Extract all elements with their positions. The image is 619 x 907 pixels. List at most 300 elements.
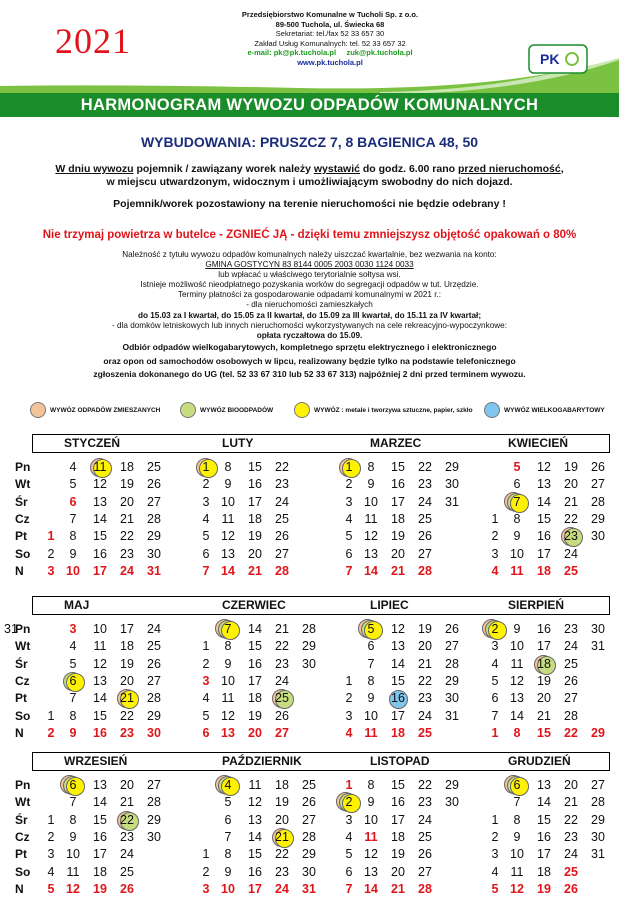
calendar-day: 5 xyxy=(202,708,210,723)
weekday-label: Wt xyxy=(15,639,31,654)
calendar-day: 30 xyxy=(147,546,161,561)
calendar-day: 4 xyxy=(345,725,353,740)
calendar-day: 11 xyxy=(364,511,378,526)
calendar-day: 17 xyxy=(248,494,262,509)
calendar-day: 24 xyxy=(564,847,578,862)
calendar-day: 25 xyxy=(302,778,316,792)
calendar-day: 23 xyxy=(120,725,134,740)
calendar-day: 22 xyxy=(418,778,432,792)
calendar-day: 12 xyxy=(364,529,378,544)
calendar-day: 8 xyxy=(224,847,232,862)
calendar-day: 19 xyxy=(564,460,578,474)
calendar-day: 31 xyxy=(147,563,161,578)
calendar-day: 1 xyxy=(47,708,55,723)
calendar-day: 11 xyxy=(364,829,378,844)
weekday-label: Śr xyxy=(15,656,28,671)
calendar-day: 11 xyxy=(248,778,262,792)
calendar-day: 23 xyxy=(564,829,578,844)
logo-text: PK xyxy=(540,51,560,67)
calendar-day: 16 xyxy=(391,691,405,706)
calendar-day: 22 xyxy=(418,673,432,688)
calendar-day: 22 xyxy=(275,460,289,474)
calendar-day: 10 xyxy=(510,546,524,561)
calendar-day: 13 xyxy=(364,546,378,561)
calendar-day: 24 xyxy=(275,881,289,896)
calendar-day: 1 xyxy=(47,812,55,827)
calendar-day: 18 xyxy=(248,511,262,526)
calendar-day: 1 xyxy=(47,529,55,544)
calendar-day: 9 xyxy=(367,691,375,706)
calendar-day: 3 xyxy=(345,708,353,723)
calendar-day: 4 xyxy=(345,829,353,844)
calendar-day: 9 xyxy=(224,477,232,492)
calendar-day: 29 xyxy=(147,812,161,827)
calendar-day: 20 xyxy=(275,812,289,827)
calendar-day: 1 xyxy=(491,725,499,740)
calendar-day: 13 xyxy=(248,812,262,827)
calendar-day: 14 xyxy=(248,622,262,636)
calendar-day: 14 xyxy=(391,656,405,671)
calendar-day: 3 xyxy=(69,622,77,636)
calendar-day: 27 xyxy=(147,673,161,688)
calendar-day: 20 xyxy=(537,691,551,706)
location-subtitle: WYBUDOWANIA: PRUSZCZ 7, 8 BAGIENICA 48, 50 xyxy=(140,134,479,150)
notice-not-collected: Pojemnik/worek pozostawiony na terenie nieruchomości nie będzie odebrany ! xyxy=(113,198,506,210)
calendar-day: 19 xyxy=(391,529,405,544)
calendar-day: 26 xyxy=(302,795,316,810)
email-link-2[interactable]: zuk@pk.tuchola.pl xyxy=(346,48,413,57)
calendar-day: 26 xyxy=(445,622,459,636)
calendar-day: 1 xyxy=(491,511,499,526)
email-link-1[interactable]: e-mail: pk@pk.tuchola.pl xyxy=(247,48,337,57)
calendar-day: 26 xyxy=(275,529,289,544)
calendar-day: 23 xyxy=(275,656,289,671)
calendar-day: 4 xyxy=(69,460,77,474)
calendar-day: 28 xyxy=(147,511,161,526)
calendar-day: 17 xyxy=(391,494,405,509)
calendar-day: 28 xyxy=(445,656,459,671)
calendar-day: 5 xyxy=(345,847,353,862)
calendar-day: 12 xyxy=(221,529,235,544)
calendar-day: 9 xyxy=(367,477,375,492)
calendar-day: 13 xyxy=(510,691,524,706)
calendar-day: 6 xyxy=(69,673,77,688)
calendar-day: 27 xyxy=(418,864,432,879)
calendar-day: 26 xyxy=(564,673,578,688)
calendar-day: 9 xyxy=(224,656,232,671)
year: 2021 xyxy=(55,21,131,61)
calendar-day: 17 xyxy=(391,708,405,723)
calendar-day: 18 xyxy=(391,725,405,740)
calendar-day: 13 xyxy=(93,778,107,792)
calendar-day: 6 xyxy=(345,546,353,561)
calendar-day: 15 xyxy=(93,812,107,827)
calendar-day: 4 xyxy=(491,656,499,671)
calendar-day: 30 xyxy=(445,477,459,492)
company-logo xyxy=(528,44,588,74)
calendar-day: 2 xyxy=(202,477,210,492)
weekday-label: Wt xyxy=(15,477,31,492)
calendar-day: 21 xyxy=(564,795,578,810)
calendar-day: 4 xyxy=(69,639,77,654)
legend-bio: WYWÓZ BIOODPADÓW xyxy=(180,402,273,418)
calendar-day: 29 xyxy=(147,708,161,723)
month-name: LIPIEC xyxy=(370,598,409,612)
calendar-day: 29 xyxy=(591,511,605,526)
calendar-day: 24 xyxy=(147,622,161,636)
calendar-day: 23 xyxy=(564,529,578,544)
calendar-day: 22 xyxy=(275,847,289,862)
calendar-day: 8 xyxy=(224,460,232,474)
weekday-label: Wt xyxy=(15,795,31,810)
calendar-day: 15 xyxy=(93,529,107,544)
calendar-day: 8 xyxy=(513,511,521,526)
calendar-day: 30 xyxy=(445,691,459,706)
calendar-day: 26 xyxy=(418,847,432,862)
calendar-day: 15 xyxy=(391,460,405,474)
month-name: GRUDZIEŃ xyxy=(508,754,571,768)
calendar-day: 22 xyxy=(120,708,134,723)
calendar-day: 11 xyxy=(510,656,524,671)
calendar-day: 25 xyxy=(275,691,289,706)
calendar-day: 24 xyxy=(418,708,432,723)
weekday-label: Pt xyxy=(15,691,27,706)
legend-recyclables: WYWÓZ : metale i tworzywa sztuczne, papier, szkło xyxy=(294,402,473,418)
calendar-day: 19 xyxy=(537,673,551,688)
calendar-day: 12 xyxy=(391,622,405,636)
calendar-day: 18 xyxy=(537,864,551,879)
calendar-day: 24 xyxy=(120,847,134,862)
calendar-day: 16 xyxy=(537,829,551,844)
month-name: LISTOPAD xyxy=(370,754,430,768)
calendar-day: 4 xyxy=(202,691,210,706)
calendar-day: 6 xyxy=(345,864,353,879)
calendar-day: 6 xyxy=(69,778,77,792)
calendar-day: 11 xyxy=(510,563,524,578)
calendar-day: 14 xyxy=(537,795,551,810)
calendar-day: 30 xyxy=(591,829,605,844)
calendar-day: 2 xyxy=(47,725,55,740)
calendar-day: 10 xyxy=(364,494,378,509)
calendar-day: 3 xyxy=(47,563,55,578)
calendar-day: 29 xyxy=(591,812,605,827)
calendar-day: 3 xyxy=(491,847,499,862)
bulky-waste-info: Odbiór odpadów wielkogabarytowych, kompletnego sprzętu elektrycznego i elektronicznego oraz opon od samochodów osobowych w lipcu, realizowany będzie tylko na podstawie telefonicznego zgłoszenia dokonanego do UG (tel. 52 33 67 310 lub 52 33 67 313) najpóźniej 2 dni przed terminem wywozu. xyxy=(93,342,526,379)
calendar-day: 21 xyxy=(120,691,134,706)
weekday-label: N xyxy=(15,563,24,578)
calendar-day: 22 xyxy=(564,725,578,740)
calendar-day: 9 xyxy=(69,725,77,740)
calendar-day: 10 xyxy=(510,639,524,654)
calendar-day: 8 xyxy=(224,639,232,654)
calendar-day: 12 xyxy=(248,795,262,810)
calendar-day: 25 xyxy=(147,639,161,654)
calendar-day: 7 xyxy=(513,795,521,810)
calendar-day: 12 xyxy=(364,847,378,862)
calendar-day: 2 xyxy=(491,529,499,544)
calendar-day: 2 xyxy=(345,691,353,706)
calendar-day: 18 xyxy=(93,864,107,879)
calendar-day: 26 xyxy=(120,881,134,896)
calendar-day: 8 xyxy=(69,812,77,827)
calendar-day: 9 xyxy=(69,829,77,844)
calendar-day: 28 xyxy=(418,563,432,578)
calendar-day: 24 xyxy=(275,673,289,688)
calendar-day: 1 xyxy=(202,847,210,862)
calendar-day: 14 xyxy=(364,563,378,578)
calendar-day: 7 xyxy=(69,511,77,526)
calendar-day: 11 xyxy=(93,460,107,474)
calendar-day: 6 xyxy=(202,725,210,740)
month-name: CZERWIEC xyxy=(222,598,286,612)
calendar-day: 22 xyxy=(418,460,432,474)
calendar-day: 27 xyxy=(564,691,578,706)
calendar-day: 23 xyxy=(120,829,134,844)
calendar-day: 6 xyxy=(202,546,210,561)
calendar-day: 10 xyxy=(364,708,378,723)
header-swoosh xyxy=(0,0,619,96)
calendar-day: 24 xyxy=(564,546,578,561)
bulky-waste-icon xyxy=(484,402,500,418)
calendar-day: 17 xyxy=(537,639,551,654)
calendar-day: 2 xyxy=(491,622,499,636)
calendar-day: 25 xyxy=(120,864,134,879)
calendar-day: 27 xyxy=(302,812,316,827)
calendar-day: 16 xyxy=(248,477,262,492)
calendar-day: 31 xyxy=(591,639,605,654)
calendar-day: 3 xyxy=(202,881,210,896)
calendar-day: 11 xyxy=(510,864,524,879)
calendar-day: 5 xyxy=(513,460,521,474)
calendar-day: 12 xyxy=(510,673,524,688)
calendar-day: 17 xyxy=(248,881,262,896)
calendar-day: 6 xyxy=(367,639,375,654)
calendar-day: 20 xyxy=(418,639,432,654)
calendar-day: 20 xyxy=(391,546,405,561)
calendar-day: 20 xyxy=(564,477,578,492)
calendar-day: 4 xyxy=(224,778,232,792)
calendar-day: 7 xyxy=(367,656,375,671)
calendar-day: 16 xyxy=(391,795,405,810)
calendar-day: 25 xyxy=(147,460,161,474)
calendar-day: 24 xyxy=(120,563,134,578)
calendar-day: 7 xyxy=(224,622,232,636)
calendar-day: 15 xyxy=(391,778,405,792)
calendar-day: 6 xyxy=(491,691,499,706)
calendar-day: 28 xyxy=(591,795,605,810)
calendar-day: 10 xyxy=(364,812,378,827)
website-link[interactable]: www.pk.tuchola.pl xyxy=(297,57,363,67)
calendar-day: 1 xyxy=(345,778,353,792)
calendar-day: 1 xyxy=(202,460,210,474)
weekday-label: Śr xyxy=(15,494,28,509)
weekday-label: Pn xyxy=(15,460,31,474)
calendar-day: 16 xyxy=(248,864,262,879)
weekday-label: Cz xyxy=(15,511,30,526)
bio-waste-icon xyxy=(180,402,196,418)
calendar-day: 20 xyxy=(120,778,134,792)
calendar-day: 28 xyxy=(302,622,316,636)
calendar-day: 30 xyxy=(147,829,161,844)
calendar-day: 19 xyxy=(418,622,432,636)
calendar-day: 24 xyxy=(564,639,578,654)
calendar-day: 15 xyxy=(537,812,551,827)
calendar-day: 12 xyxy=(93,477,107,492)
calendar-day: 15 xyxy=(248,639,262,654)
calendar-day: 2 xyxy=(202,864,210,879)
calendar-day: 23 xyxy=(418,691,432,706)
calendar-day: 29 xyxy=(302,847,316,862)
calendar-day: 2 xyxy=(345,795,353,810)
calendar-day: 19 xyxy=(248,708,262,723)
calendar-day: 18 xyxy=(120,639,134,654)
calendar-day: 27 xyxy=(591,778,605,792)
calendar-day: 24 xyxy=(275,494,289,509)
calendar-day: 16 xyxy=(391,477,405,492)
calendar-day: 21 xyxy=(248,563,262,578)
mixed-waste-icon xyxy=(30,402,46,418)
calendar-day: 19 xyxy=(93,881,107,896)
calendar-day: 28 xyxy=(147,691,161,706)
calendar-day: 9 xyxy=(513,529,521,544)
calendar-day: 16 xyxy=(93,829,107,844)
calendar-day: 9 xyxy=(513,829,521,844)
company-phone-1: Sekretariat: tel./fax 52 33 657 30 xyxy=(275,29,385,38)
weekday-label: Pt xyxy=(15,529,27,544)
payment-info: Należność z tytułu wywozu odpadów komunalnych należy uiszczać kwartalnie, bez wezwania na konto: GMINA GOSTYCYN 83 8144 0005 2003 0030 1124 0033 lub wpłacać u właściwego terytorialnie sołtysa wsi. Istnieje możliwość nieodpłatnego pozyskania worków do segregacji odpadów w tut. Urzędzie. Terminy płatności za gospodarowanie odpadami komunalnymi w 2021 r.: - dla nieruchomości zamieszkałych do 15.03 za I kwartał, do 15.05 za II kwartał, do 15.09 za III kwartał, do 15.11 za IV kwartał; - dla domków letniskowych lub innych nieruchomości wykorzystywanych na cele rekreacyjno-wypoczynkowe: opłata ryczałtowa do 15.09. xyxy=(112,250,507,340)
calendar-day: 7 xyxy=(491,708,499,723)
calendar-day: 3 xyxy=(202,673,210,688)
header xyxy=(0,0,619,114)
calendar-day: 3 xyxy=(345,494,353,509)
calendar-day: 5 xyxy=(345,529,353,544)
calendar-day: 31 xyxy=(302,881,316,896)
weekday-label: Pn xyxy=(15,778,31,792)
calendar-day: 28 xyxy=(302,829,316,844)
calendar-day: 6 xyxy=(224,812,232,827)
month-name: MAJ xyxy=(64,598,90,612)
month-name: SIERPIEŃ xyxy=(508,598,565,612)
calendar-day: 4 xyxy=(491,563,499,578)
calendar-day: 13 xyxy=(221,546,235,561)
weekday-label: So xyxy=(15,708,31,723)
calendar-day: 4 xyxy=(47,864,55,879)
calendar-day: 3 xyxy=(202,494,210,509)
calendar-day: 21 xyxy=(537,708,551,723)
calendar-day: 19 xyxy=(275,795,289,810)
calendar-day: 30 xyxy=(302,656,316,671)
calendar-day: 29 xyxy=(147,529,161,544)
calendar-day: 13 xyxy=(537,778,551,792)
calendar-day: 14 xyxy=(248,829,262,844)
calendar-day: 19 xyxy=(120,656,134,671)
calendar-day: 7 xyxy=(345,563,353,578)
calendar-day: 7 xyxy=(345,881,353,896)
calendar-day: 11 xyxy=(221,691,235,706)
calendar-day: 10 xyxy=(66,563,80,578)
calendar-day: 30 xyxy=(302,864,316,879)
legend-mixed: WYWÓZ ODPADÓW ZMIESZANYCH xyxy=(30,402,160,418)
calendar-day: 17 xyxy=(120,622,134,636)
month-name: LUTY xyxy=(222,436,254,450)
calendar-day: 7 xyxy=(202,563,210,578)
calendar-day: 26 xyxy=(418,529,432,544)
calendar-day: 23 xyxy=(275,477,289,492)
calendar-day: 16 xyxy=(537,529,551,544)
calendar-day: 26 xyxy=(147,656,161,671)
notice-bottles: Nie trzymaj powietrza w butelce - ZGNIEĆ JĄ - dzięki temu zmniejszysz objętość opakowań o 80% xyxy=(42,229,577,241)
calendar-day: 21 xyxy=(120,511,134,526)
calendar-day: 15 xyxy=(248,847,262,862)
calendar-day: 7 xyxy=(224,829,232,844)
calendar-day: 10 xyxy=(510,847,524,862)
calendar-day: 31 xyxy=(4,622,18,636)
month-name: MARZEC xyxy=(370,436,422,450)
calendar-day: 17 xyxy=(93,563,107,578)
calendar-day: 10 xyxy=(93,622,107,636)
calendar-day: 24 xyxy=(418,812,432,827)
calendar-day: 14 xyxy=(93,691,107,706)
calendar-day: 11 xyxy=(364,725,378,740)
banner-title: HARMONOGRAM WYWOZU ODPADÓW KOMUNALNYCH xyxy=(0,93,619,117)
calendar-day: 27 xyxy=(147,778,161,792)
calendar-day: 21 xyxy=(391,881,405,896)
calendar-day: 2 xyxy=(47,829,55,844)
calendar-day: 25 xyxy=(418,725,432,740)
calendar-day: 21 xyxy=(418,656,432,671)
calendar-day: 14 xyxy=(221,563,235,578)
calendar-day: 5 xyxy=(69,477,77,492)
calendar-day: 5 xyxy=(491,881,499,896)
calendar-day: 5 xyxy=(367,622,375,636)
calendar-day: 1 xyxy=(491,812,499,827)
month-name: KWIECIEŃ xyxy=(508,436,568,450)
calendar-day: 18 xyxy=(120,460,134,474)
calendar-day: 27 xyxy=(275,725,289,740)
calendar-day: 13 xyxy=(93,673,107,688)
calendar-day: 29 xyxy=(591,725,605,740)
calendar-day: 24 xyxy=(418,494,432,509)
calendar-day: 6 xyxy=(513,778,521,792)
calendar-day: 19 xyxy=(391,847,405,862)
calendar-day: 9 xyxy=(513,622,521,636)
calendar-day: 31 xyxy=(591,847,605,862)
calendar-day: 25 xyxy=(418,511,432,526)
calendar-day: 13 xyxy=(221,725,235,740)
calendar-day: 7 xyxy=(513,494,521,509)
calendar-day: 8 xyxy=(367,778,375,792)
calendar-day: 28 xyxy=(591,494,605,509)
calendar-day: 21 xyxy=(564,494,578,509)
calendar-day: 3 xyxy=(491,639,499,654)
calendar-day: 26 xyxy=(147,477,161,492)
calendar-day: 5 xyxy=(47,881,55,896)
calendar-day: 2 xyxy=(47,546,55,561)
calendar-day: 12 xyxy=(537,460,551,474)
calendar-day: 10 xyxy=(221,673,235,688)
calendar-day: 27 xyxy=(275,546,289,561)
calendar-day: 20 xyxy=(391,864,405,879)
calendar-day: 21 xyxy=(120,795,134,810)
calendar-day: 8 xyxy=(367,673,375,688)
calendar-day: 16 xyxy=(93,546,107,561)
calendar-day: 26 xyxy=(591,460,605,474)
calendar-day: 25 xyxy=(564,656,578,671)
calendar-day: 12 xyxy=(66,881,80,896)
calendar-day: 22 xyxy=(564,812,578,827)
calendar-day: 5 xyxy=(69,656,77,671)
month-name: PAŹDZIERNIK xyxy=(222,754,302,768)
